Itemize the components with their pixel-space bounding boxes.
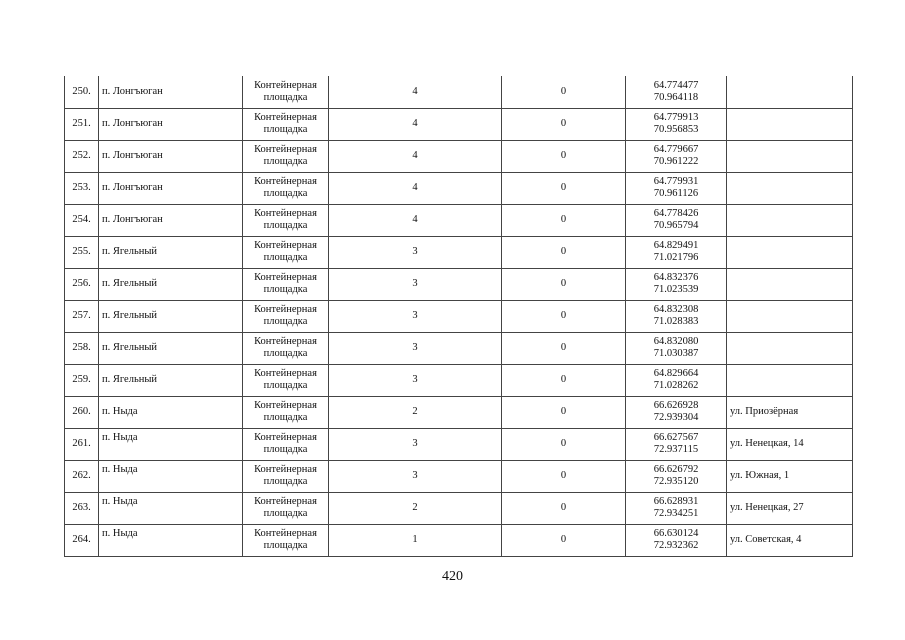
volume-cell [502,268,626,300]
volume-cell [502,204,626,236]
site-type-type-l2: площадка [263,91,308,103]
site-type-cell [243,76,329,108]
site-type-type-l1: Контейнерная [254,144,317,155]
container-count-containers: 3 [412,374,418,385]
row-number-cell [65,204,99,236]
container-count-cell [329,108,502,140]
site-type-type-l1: Контейнерная [254,304,317,315]
settlement-cell [99,268,243,300]
site-type-type-l1: Контейнерная [254,272,317,283]
coordinates-lat: 64.832308 [653,304,699,315]
volume-volume: 0 [560,85,567,97]
coordinates-lon: 70.961126 [653,188,699,199]
site-type-type-l2: площадка [263,540,308,551]
volume-cell [502,460,626,492]
container-count-cell [329,332,502,364]
address-cell [727,364,853,396]
site-type-type-l1: Контейнерная [254,112,317,123]
address-cell [727,76,853,108]
table-row [65,524,853,556]
coordinates-cell [626,172,727,204]
container-count-containers: 4 [412,85,418,97]
table-row [65,236,853,268]
row-number-num: 259. [72,374,91,385]
container-count-cell [329,524,502,556]
settlement-settlement: п. Лонгъюган [102,150,163,161]
coordinates-cell [626,396,727,428]
volume-volume: 0 [560,502,567,513]
volume-volume: 0 [560,310,567,321]
site-type-type-l1: Контейнерная [254,432,317,443]
row-number-num: 260. [72,406,91,417]
site-type-cell [243,172,329,204]
site-type-type-l1: Контейнерная [254,528,317,539]
row-number-cell [65,460,99,492]
row-number-cell [65,524,99,556]
container-count-containers: 3 [412,278,418,289]
container-count-containers: 4 [412,214,418,225]
coordinates-cell [626,300,727,332]
coordinates-lon: 72.937115 [653,444,699,455]
table-row [65,76,853,108]
coordinates-lon: 70.961222 [653,156,699,167]
row-number-cell [65,300,99,332]
row-number-num: 263. [72,502,91,513]
row-number-num: 255. [72,246,91,257]
site-type-cell [243,140,329,172]
coordinates-cell [626,236,727,268]
settlement-settlement: п. Ягельный [102,374,158,385]
address-cell [727,524,853,556]
settlement-settlement: п. Ныда [102,527,138,539]
coordinates-cell [626,428,727,460]
site-type-cell [243,108,329,140]
address-address: ул. Ненецкая, 27 [730,502,804,513]
container-count-containers: 3 [412,342,418,353]
table-row [65,396,853,428]
coordinates-lon: 70.956853 [653,124,699,135]
site-type-type-l1: Контейнерная [254,400,317,411]
site-type-type-l2: площадка [263,220,308,231]
coordinates-lat: 64.779667 [653,144,699,155]
site-type-type-l1: Контейнерная [254,496,317,507]
volume-volume: 0 [560,534,567,545]
site-type-cell [243,300,329,332]
settlement-cell [99,236,243,268]
address-address: ул. Советская, 4 [730,534,802,545]
container-count-containers: 2 [412,502,418,513]
site-type-type-l1: Контейнерная [254,336,317,347]
row-number-num: 252. [72,150,91,161]
settlement-settlement: п. Ныда [102,406,138,417]
coordinates-lat: 64.779913 [653,112,699,123]
coordinates-lat: 66.630124 [653,528,699,539]
container-count-containers: 3 [412,438,418,449]
settlement-settlement: п. Ягельный [102,246,158,257]
site-type-type-l2: площадка [263,348,308,359]
coordinates-lat: 64.779931 [653,176,699,187]
container-count-containers: 3 [412,246,418,257]
address-cell [727,172,853,204]
coordinates-lat: 66.626792 [653,464,699,475]
volume-volume: 0 [560,342,567,353]
coordinates-lon: 71.030387 [653,348,699,359]
container-count-containers: 2 [412,406,418,417]
coordinates-lat: 64.829664 [653,368,699,379]
settlement-settlement: п. Ягельный [102,278,158,289]
settlement-cell [99,140,243,172]
site-type-cell [243,236,329,268]
container-count-cell [329,396,502,428]
volume-cell [502,108,626,140]
volume-volume: 0 [560,150,567,161]
site-type-type-l2: площадка [263,252,308,263]
coordinates-lon: 72.935120 [653,476,699,487]
volume-volume: 0 [560,406,567,417]
site-type-cell [243,524,329,556]
row-number-cell [65,108,99,140]
site-type-type-l2: площадка [263,188,308,199]
table-row [65,172,853,204]
coordinates-lat: 64.778426 [653,208,699,219]
coordinates-lat: 66.628931 [653,496,699,507]
settlement-cell [99,204,243,236]
row-number-num: 258. [72,342,91,353]
site-type-type-l2: площадка [263,124,308,135]
row-number-cell [65,332,99,364]
volume-cell [502,396,626,428]
site-type-type-l1: Контейнерная [254,464,317,475]
row-number-num: 262. [72,470,91,481]
coordinates-lat: 64.832376 [653,272,699,283]
site-type-type-l2: площадка [263,156,308,167]
coordinates-cell [626,460,727,492]
table-row [65,492,853,524]
coordinates-lat: 64.774477 [653,79,699,91]
row-number-num: 253. [72,182,91,193]
settlement-settlement: п. Ныда [102,463,138,475]
coordinates-cell [626,268,727,300]
container-count-cell [329,204,502,236]
coordinates-cell [626,76,727,108]
settlement-settlement: п. Ягельный [102,310,158,321]
site-type-type-l1: Контейнерная [254,208,317,219]
coordinates-lon: 71.021796 [653,252,699,263]
volume-volume: 0 [560,438,567,449]
settlement-cell [99,492,243,524]
settlement-settlement: п. Ягельный [102,342,158,353]
settlement-cell [99,524,243,556]
volume-cell [502,300,626,332]
site-type-cell [243,204,329,236]
row-number-cell [65,492,99,524]
site-type-type-l2: площадка [263,412,308,423]
address-cell [727,396,853,428]
coordinates-lat: 64.832080 [653,336,699,347]
settlement-settlement: п. Лонгъюган [102,182,163,193]
table-row [65,428,853,460]
coordinates-cell [626,140,727,172]
volume-cell [502,76,626,108]
coordinates-lon: 72.932362 [653,540,699,551]
settlement-settlement: п. Ныда [102,431,138,443]
site-type-cell [243,492,329,524]
site-type-type-l1: Контейнерная [254,79,317,91]
coordinates-lon: 70.964118 [653,91,699,103]
site-type-type-l1: Контейнерная [254,240,317,251]
container-count-cell [329,300,502,332]
coordinates-lat: 64.829491 [653,240,699,251]
volume-cell [502,332,626,364]
container-count-cell [329,236,502,268]
table-row [65,364,853,396]
volume-volume: 0 [560,374,567,385]
container-count-containers: 3 [412,470,418,481]
container-count-cell [329,364,502,396]
settlement-cell [99,396,243,428]
settlement-cell [99,364,243,396]
container-count-containers: 3 [412,310,418,321]
table-row [65,204,853,236]
coordinates-lat: 66.626928 [653,400,699,411]
settlement-settlement: п. Лонгъюган [102,118,163,129]
container-count-cell [329,428,502,460]
site-type-type-l2: площадка [263,316,308,327]
volume-cell [502,524,626,556]
container-count-containers: 1 [412,534,418,545]
address-cell [727,332,853,364]
row-number-num: 257. [72,310,91,321]
site-type-type-l1: Контейнерная [254,368,317,379]
settlement-cell [99,108,243,140]
address-cell [727,204,853,236]
container-count-cell [329,460,502,492]
coordinates-lon: 72.934251 [653,508,699,519]
site-type-type-l2: площадка [263,476,308,487]
container-count-containers: 4 [412,182,418,193]
settlement-cell [99,172,243,204]
page-number: 420 [442,569,463,584]
coordinates-lon: 72.939304 [653,412,699,423]
container-count-cell [329,140,502,172]
site-type-cell [243,268,329,300]
settlement-cell [99,76,243,108]
volume-cell [502,364,626,396]
container-count-cell [329,492,502,524]
settlement-cell [99,300,243,332]
site-type-cell [243,332,329,364]
address-address: ул. Ненецкая, 14 [730,438,804,449]
site-type-cell [243,428,329,460]
settlement-cell [99,460,243,492]
row-number-cell [65,140,99,172]
settlement-cell [99,428,243,460]
table-row [65,460,853,492]
address-cell [727,428,853,460]
table-row [65,332,853,364]
container-count-containers: 4 [412,118,418,129]
address-cell [727,140,853,172]
row-number-num: 264. [72,534,91,545]
volume-cell [502,172,626,204]
table-row [65,108,853,140]
volume-cell [502,236,626,268]
settlement-settlement: п. Лонгъюган [102,214,163,225]
row-number-cell [65,268,99,300]
volume-volume: 0 [560,278,567,289]
row-number-num: 251. [72,118,91,129]
table-row [65,300,853,332]
site-type-cell [243,364,329,396]
coordinates-cell [626,364,727,396]
row-number-num: 261. [72,438,91,449]
address-cell [727,300,853,332]
coordinates-cell [626,332,727,364]
settlement-settlement: п. Ныда [102,495,138,507]
address-address: ул. Приозёрная [730,406,799,417]
volume-volume: 0 [560,246,567,257]
site-type-type-l2: площадка [263,284,308,295]
coordinates-lon: 71.028383 [653,316,699,327]
row-number-cell [65,236,99,268]
site-type-type-l2: площадка [263,380,308,391]
row-number-cell [65,428,99,460]
row-number-num: 256. [72,278,91,289]
volume-volume: 0 [560,182,567,193]
volume-volume: 0 [560,214,567,225]
site-type-type-l2: площадка [263,508,308,519]
settlement-settlement: п. Лонгъюган [102,85,163,97]
volume-cell [502,428,626,460]
address-cell [727,108,853,140]
settlement-cell [99,332,243,364]
table-row [65,268,853,300]
coordinates-cell [626,524,727,556]
address-cell [727,268,853,300]
container-sites-table [64,76,853,557]
site-type-cell [243,396,329,428]
address-cell [727,236,853,268]
row-number-num: 250. [72,85,91,97]
coordinates-cell [626,108,727,140]
coordinates-lon: 70.965794 [653,220,699,231]
container-count-containers: 4 [412,150,418,161]
row-number-cell [65,76,99,108]
coordinates-lon: 71.028262 [653,380,699,391]
address-cell [727,492,853,524]
coordinates-cell [626,492,727,524]
container-count-cell [329,76,502,108]
row-number-cell [65,396,99,428]
site-type-type-l1: Контейнерная [254,176,317,187]
coordinates-lon: 71.023539 [653,284,699,295]
address-address: ул. Южная, 1 [730,470,790,481]
row-number-cell [65,172,99,204]
coordinates-lat: 66.627567 [653,432,699,443]
table-row [65,140,853,172]
row-number-cell [65,364,99,396]
volume-volume: 0 [560,470,567,481]
site-type-type-l2: площадка [263,444,308,455]
volume-volume: 0 [560,118,567,129]
row-number-num: 254. [72,214,91,225]
coordinates-cell [626,204,727,236]
volume-cell [502,492,626,524]
container-count-cell [329,172,502,204]
site-type-cell [243,460,329,492]
container-count-cell [329,268,502,300]
address-cell [727,460,853,492]
volume-cell [502,140,626,172]
